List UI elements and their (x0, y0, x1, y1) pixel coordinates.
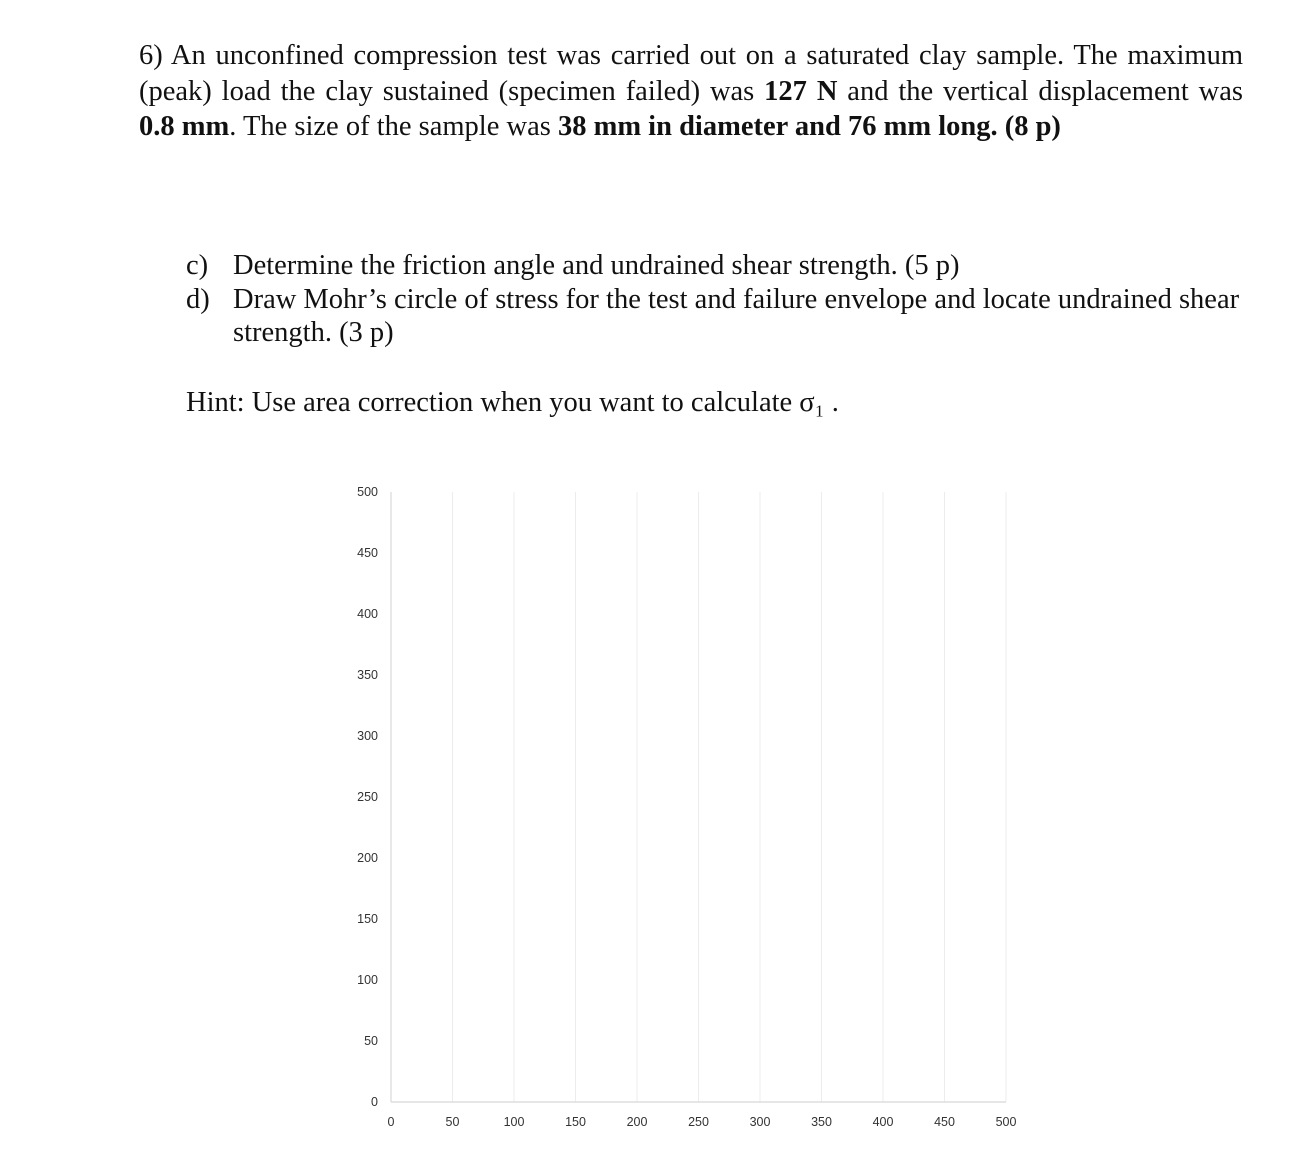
y-tick-label: 400 (357, 607, 378, 621)
y-tick-label: 300 (357, 729, 378, 743)
y-tick-label: 500 (357, 485, 378, 499)
x-tick-label: 450 (934, 1115, 955, 1129)
question-label: c) (186, 250, 209, 281)
x-tick-label: 250 (688, 1115, 709, 1129)
question-text: Draw Mohr’s circle of stress for the test and failure envelope and locate undrained shear strength. (3 p) (233, 284, 1240, 348)
hint: Hint: Use area correction when you want to calculate σ₁ . (186, 387, 839, 418)
vertical-displacement: 0.8 mm (139, 111, 230, 142)
question-text: Determine the friction angle and undrained shear strength. (5 p) (233, 250, 960, 281)
y-tick-label: 250 (357, 790, 378, 804)
y-tick-label: 350 (357, 668, 378, 682)
x-tick-label: 150 (565, 1115, 586, 1129)
problem-text-1: An unconfined compression test was carried out on a saturated clay sample. The maximum (peak) load the clay sustained (specimen failed) was (139, 40, 1243, 107)
problem-text-3: . The size of the sample was (229, 111, 558, 142)
x-tick-label: 350 (811, 1115, 832, 1129)
problem-statement (139, 38, 1243, 145)
x-tick-label: 0 (387, 1115, 395, 1129)
problem-text-2: and the vertical displacement was (837, 75, 1243, 107)
y-tick-label: 450 (357, 546, 378, 560)
mohr-circle-chart (340, 470, 1060, 1150)
y-tick-label: 50 (364, 1034, 378, 1048)
y-tick-label: 0 (371, 1095, 378, 1109)
x-tick-label: 300 (749, 1115, 771, 1129)
y-tick-label: 200 (357, 851, 378, 865)
question-label: d) (186, 284, 210, 315)
y-tick-label: 150 (357, 912, 378, 926)
x-tick-label: 500 (995, 1115, 1017, 1129)
y-tick-label: 100 (357, 973, 378, 987)
x-tick-label: 50 (445, 1115, 460, 1129)
sample-size: 38 mm in diameter and 76 mm long. (8 p) (557, 111, 1061, 142)
peak-load: 127 N (764, 75, 838, 107)
problem-number: 6) (139, 40, 163, 71)
chart-background (340, 470, 1060, 1150)
question-d (186, 283, 1246, 349)
x-tick-label: 200 (626, 1115, 648, 1129)
x-tick-label: 100 (503, 1115, 525, 1129)
x-tick-label: 400 (872, 1115, 894, 1129)
question-c (186, 249, 1246, 282)
